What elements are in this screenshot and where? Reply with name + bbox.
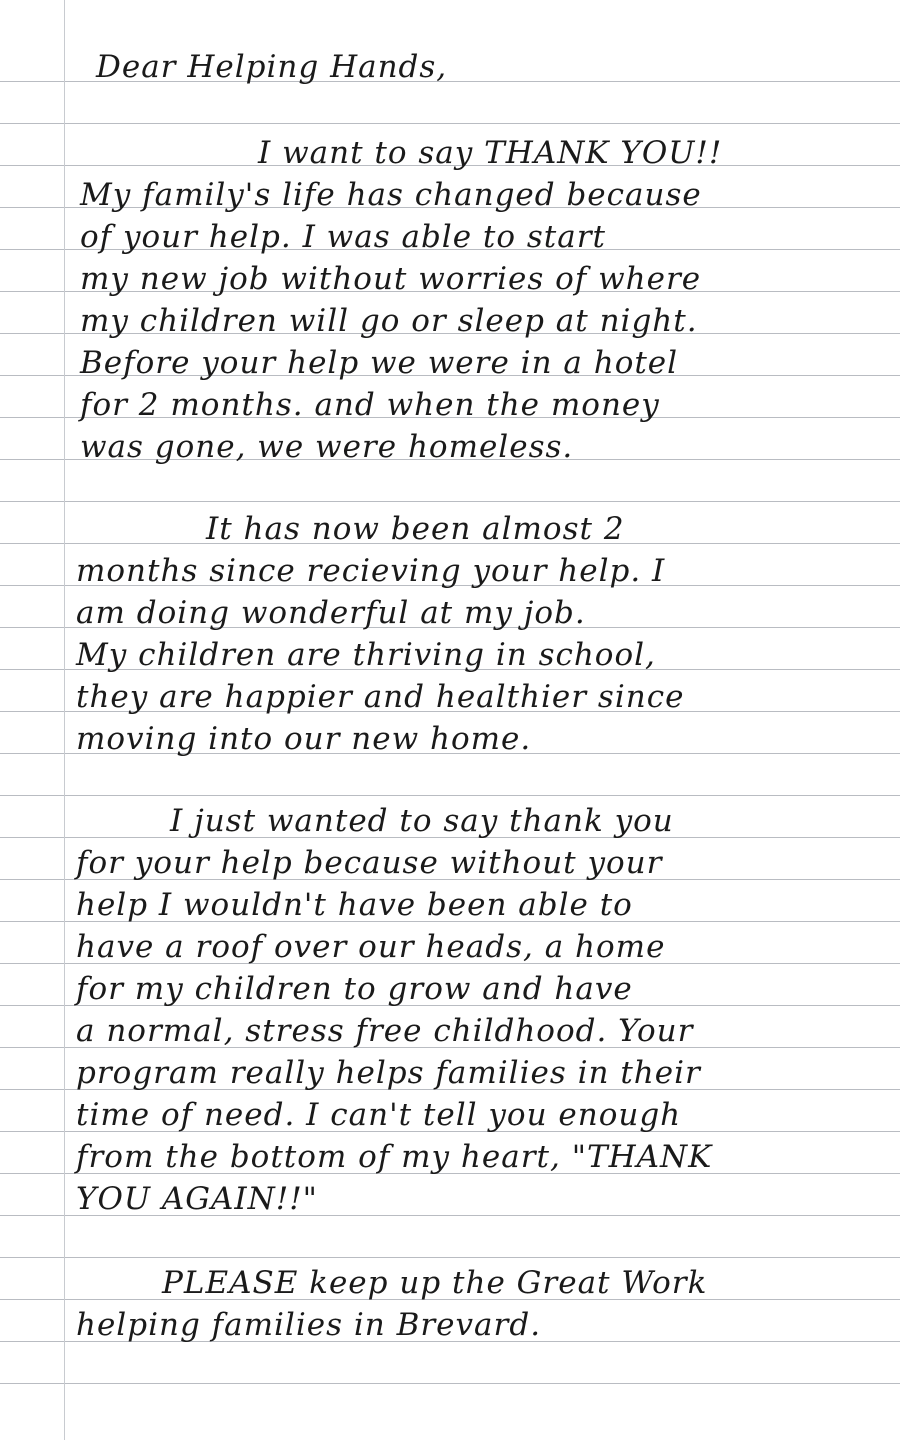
- letter-line: moving into our new home.: [76, 721, 532, 757]
- letter-line: my children will go or sleep at night.: [80, 303, 698, 339]
- letter-line: months since recieving your help. I: [76, 553, 666, 589]
- letter-line: I want to say THANK YOU!!: [258, 135, 723, 171]
- letter-line: My family's life has changed because: [80, 177, 702, 213]
- letter-line: have a roof over our heads, a home: [76, 929, 666, 965]
- letter-line: PLEASE keep up the Great Work: [162, 1265, 708, 1301]
- letter-line: I just wanted to say thank you: [170, 803, 674, 839]
- letter-line: help I wouldn't have been able to: [76, 887, 633, 923]
- letter-line: for my children to grow and have: [76, 971, 633, 1007]
- letter-line: time of need. I can't tell you enough: [76, 1097, 682, 1133]
- letter-line: was gone, we were homeless.: [80, 429, 574, 465]
- letter-salutation: Dear Helping Hands,: [96, 49, 448, 85]
- letter-line: a normal, stress free childhood. Your: [76, 1013, 694, 1049]
- letter-line: of your help. I was able to start: [80, 219, 607, 255]
- letter-line: my new job without worries of where: [80, 261, 702, 297]
- letter-line: they are happier and healthier since: [76, 679, 685, 715]
- letter-line: am doing wonderful at my job.: [76, 595, 586, 631]
- letter-line: My children are thriving in school,: [76, 637, 656, 673]
- letter-line: program really helps families in their: [76, 1055, 701, 1091]
- letter-line: helping families in Brevard.: [76, 1307, 542, 1343]
- letter-line: It has now been almost 2: [206, 511, 625, 547]
- letter-line: Before your help we were in a hotel: [80, 345, 679, 381]
- letter-line: from the bottom of my heart, "THANK: [76, 1139, 713, 1175]
- letter-line: for 2 months. and when the money: [80, 387, 660, 423]
- letter-line: YOU AGAIN!!": [76, 1181, 318, 1217]
- letter-line: for your help because without your: [76, 845, 663, 881]
